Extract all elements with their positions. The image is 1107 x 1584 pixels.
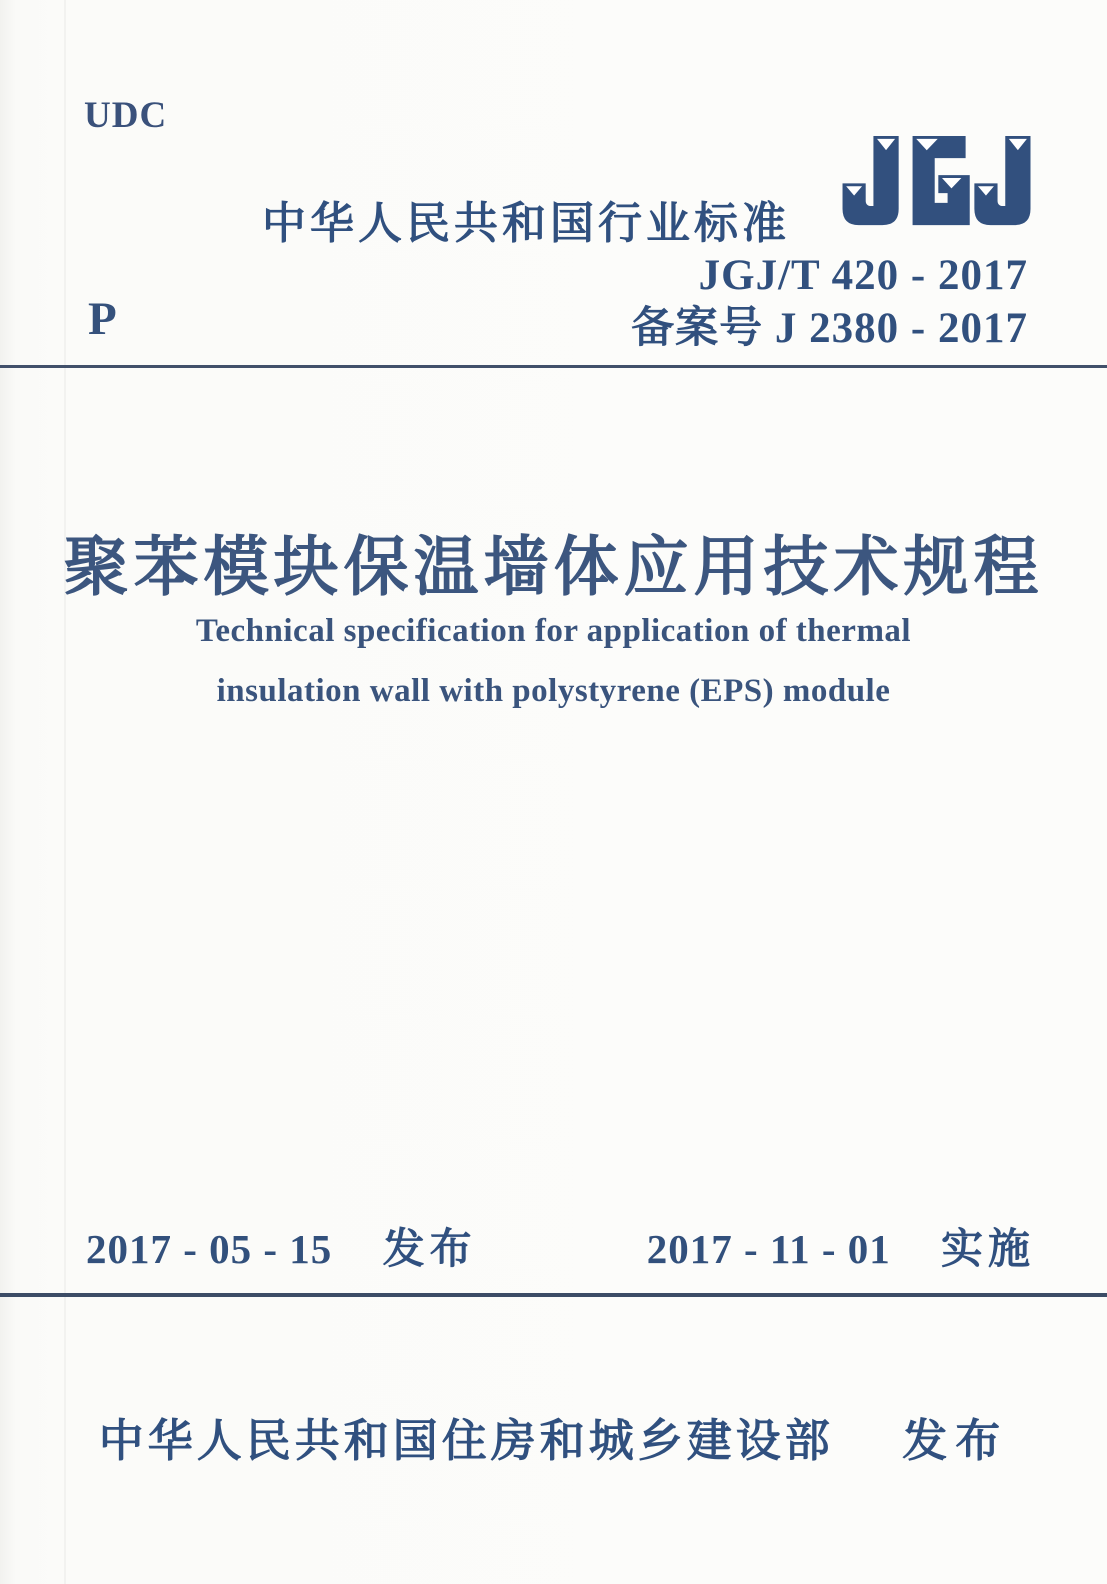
implementation-date: 2017 - 11 - 01 (646, 1226, 891, 1272)
udc-label: UDC (84, 95, 168, 136)
english-title-line1: Technical specification for application of thermal (195, 613, 912, 649)
scan-crease (64, 0, 66, 1584)
implementation-label: 实施 (940, 1225, 1035, 1272)
bottom-divider-rule (0, 1293, 1107, 1297)
implementation-date-group (647, 1216, 1035, 1276)
top-divider-rule (0, 365, 1107, 368)
jgj-logo-icon (833, 128, 1039, 232)
dates-row (86, 1216, 1035, 1276)
classification-code: P (88, 293, 117, 345)
standard-code: JGJ/T 420 - 2017 (698, 252, 1028, 299)
issue-date: 2017 - 05 - 15 (86, 1226, 333, 1272)
publisher-action-label: 发布 (902, 1415, 1009, 1466)
publisher-name: 中华人民共和国住房和城乡建设部 (98, 1415, 834, 1466)
english-title-line2: insulation wall with polystyrene (EPS) module (216, 673, 891, 709)
issue-date-group (86, 1216, 477, 1276)
standard-category-heading: 中华人民共和国行业标准 (262, 199, 790, 248)
issue-label: 发布 (382, 1225, 477, 1272)
english-title (0, 601, 1107, 721)
publisher-row (0, 1404, 1107, 1469)
main-title-chinese: 聚苯模块保温墙体应用技术规程 (63, 532, 1044, 604)
standard-code-block (631, 249, 1028, 355)
record-number: 备案号 J 2380 - 2017 (631, 305, 1028, 352)
